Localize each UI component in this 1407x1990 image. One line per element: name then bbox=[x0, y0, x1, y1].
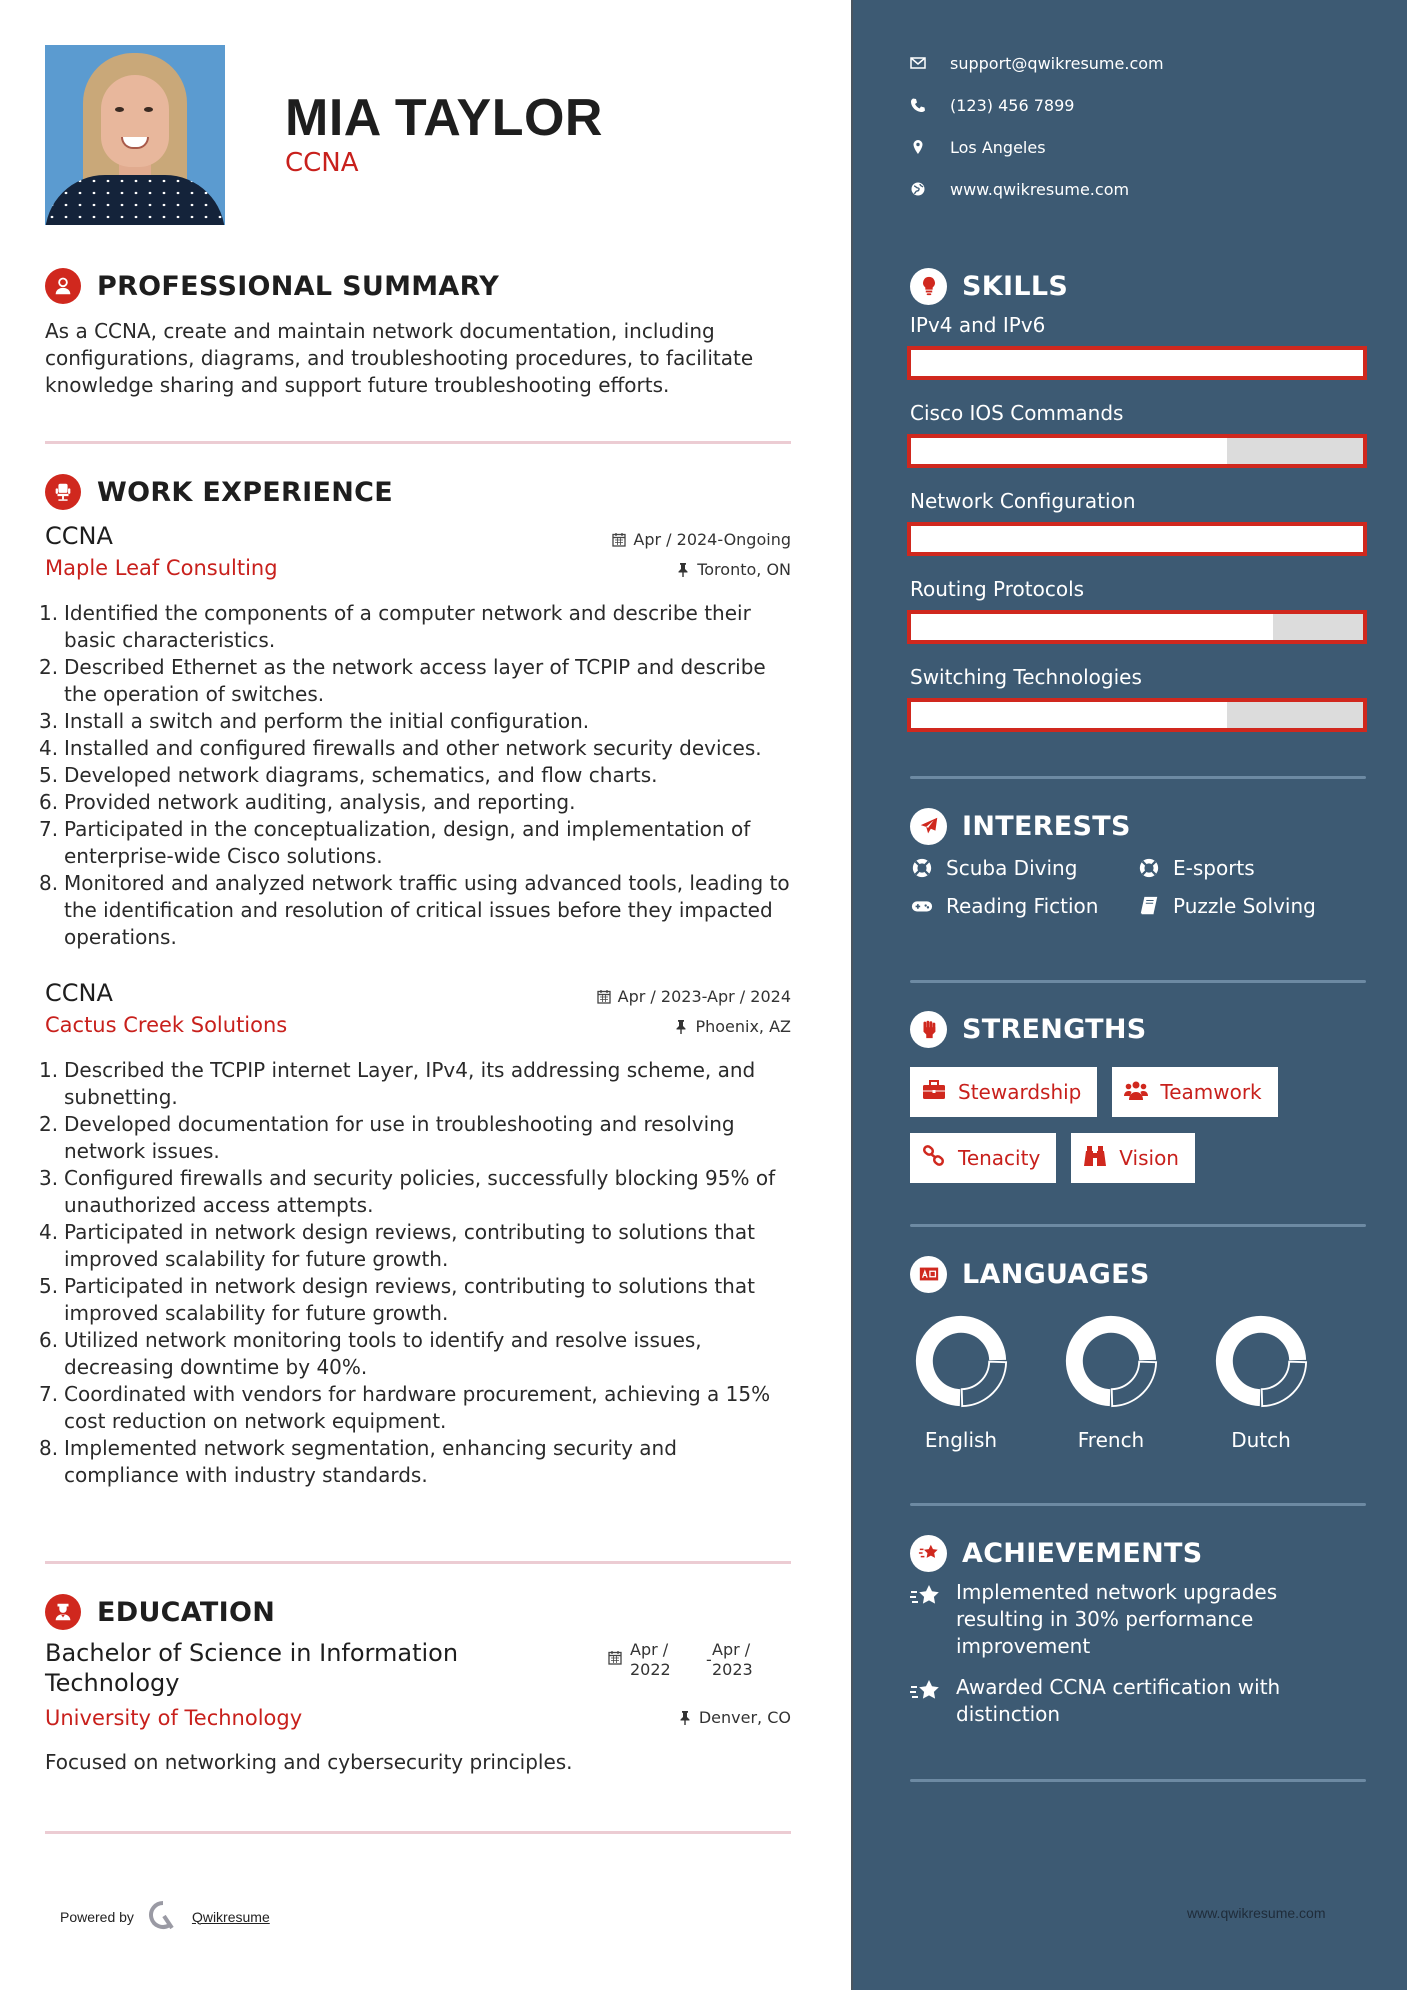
language-donut bbox=[914, 1314, 1008, 1408]
achievement-item bbox=[910, 1579, 1366, 1660]
interest-label: Puzzle Solving bbox=[1173, 894, 1316, 918]
achievement-text: Awarded CCNA certification with distinction bbox=[956, 1675, 1281, 1726]
list-item: 5. Developed network diagrams, schematics, and flow charts. bbox=[39, 763, 658, 787]
pin-icon bbox=[678, 1710, 692, 1725]
binoculars-icon bbox=[1083, 1145, 1107, 1172]
skill-bar bbox=[907, 522, 1367, 556]
contact-location bbox=[910, 126, 1164, 168]
language-item bbox=[1064, 1314, 1158, 1452]
calendar-icon bbox=[597, 989, 611, 1004]
location-text: Los Angeles bbox=[950, 137, 1046, 157]
pin-icon bbox=[674, 1019, 688, 1034]
job-bullets bbox=[39, 1057, 791, 1489]
lightbulb-icon bbox=[910, 268, 947, 305]
interests-heading: INTERESTS bbox=[962, 810, 1131, 842]
map-marker-icon bbox=[910, 139, 950, 155]
candidate-title: CCNA bbox=[285, 148, 359, 178]
strengths-section bbox=[910, 1009, 1366, 1183]
language-donut bbox=[1064, 1314, 1158, 1408]
achievements-heading: ACHIEVEMENTS bbox=[962, 1537, 1203, 1569]
chair-icon bbox=[45, 474, 81, 510]
edu-location-text: Denver, CO bbox=[698, 1708, 791, 1727]
list-item: 2. Developed documentation for use in troubleshooting and resolving network issues. bbox=[39, 1112, 735, 1163]
job-role: CCNA bbox=[45, 979, 113, 1007]
job-entry bbox=[39, 522, 791, 951]
calendar-icon bbox=[608, 1650, 622, 1665]
edu-school: University of Technology bbox=[45, 1706, 303, 1730]
interest-label: Scuba Diving bbox=[946, 856, 1078, 880]
contact-website bbox=[910, 168, 1164, 210]
language-item bbox=[914, 1314, 1008, 1452]
interests-list bbox=[910, 856, 1366, 918]
list-item: 6. Utilized network monitoring tools to identify and resolve issues, decreasing downtime by 40%. bbox=[39, 1328, 702, 1379]
contact-email bbox=[910, 42, 1164, 84]
job-dates bbox=[597, 987, 791, 1006]
job-company: Maple Leaf Consulting bbox=[45, 556, 278, 580]
powered-by-label: Powered by bbox=[60, 1908, 134, 1925]
phone-icon bbox=[910, 97, 950, 113]
list-item: 8. Implemented network segmentation, enhancing security and compliance with industry standards. bbox=[39, 1436, 677, 1487]
achievement-item bbox=[910, 1674, 1366, 1728]
summary-section bbox=[45, 266, 791, 399]
sidebar bbox=[851, 0, 1407, 1990]
edu-location bbox=[678, 1708, 791, 1727]
list-item: 3. Configured firewalls and security policies, successfully blocking 95% of unauthorized access attempts. bbox=[39, 1166, 776, 1217]
strength-badge bbox=[910, 1067, 1097, 1117]
section-divider bbox=[910, 776, 1366, 779]
job-entry bbox=[39, 979, 791, 1489]
interests-section bbox=[910, 806, 1366, 918]
phone-text: (123) 456 7899 bbox=[950, 95, 1075, 115]
briefcase-icon bbox=[922, 1079, 946, 1106]
job-role: CCNA bbox=[45, 522, 113, 550]
list-item: 1. Identified the components of a computer network and describe their basic characteristics. bbox=[39, 601, 751, 652]
list-item: 1. Described the TCPIP internet Layer, IPv4, its addressing scheme, and subnetting. bbox=[39, 1058, 756, 1109]
job-location-text: Phoenix, AZ bbox=[695, 1017, 791, 1036]
skill-item bbox=[910, 574, 1366, 644]
skill-bar bbox=[907, 698, 1367, 732]
strength-badge bbox=[1112, 1067, 1277, 1117]
language-name: French bbox=[1077, 1428, 1145, 1452]
qwikresume-logo-icon bbox=[148, 1900, 178, 1933]
strength-label: Tenacity bbox=[958, 1146, 1041, 1170]
graduate-icon bbox=[45, 1594, 81, 1630]
edu-dates bbox=[608, 1640, 756, 1680]
summary-text: As a CCNA, create and maintain network documentation, including configurations, diagrams, and troubleshooting procedures, to facilitate knowledge sharing and support future troubleshooting efforts. bbox=[45, 319, 754, 397]
interest-item bbox=[1137, 894, 1357, 918]
paper-plane-icon bbox=[910, 808, 947, 845]
section-divider bbox=[45, 1831, 791, 1834]
shooting-star-icon bbox=[910, 1579, 956, 1616]
user-icon bbox=[45, 268, 81, 304]
edu-degree: Bachelor of Science in Information Technology bbox=[45, 1639, 459, 1697]
skills-list bbox=[910, 310, 1366, 732]
section-divider bbox=[910, 1224, 1366, 1227]
calendar-icon bbox=[612, 532, 626, 547]
list-item: 2. Described Ethernet as the network access layer of TCPIP and describe the operation of switches. bbox=[39, 655, 766, 706]
strength-label: Stewardship bbox=[958, 1080, 1082, 1104]
life-ring-icon bbox=[1137, 857, 1173, 879]
footer-website[interactable]: www.qwikresume.com bbox=[1187, 1905, 1326, 1921]
job-dates bbox=[612, 530, 791, 549]
skill-name: Network Configuration bbox=[910, 489, 1136, 513]
job-dates-text: Apr / 2024-Ongoing bbox=[633, 530, 791, 549]
globe-icon bbox=[910, 181, 950, 197]
list-item: 7. Participated in the conceptualization, design, and implementation of enterprise-wide Cisco solutions. bbox=[39, 817, 751, 868]
interest-label: E-sports bbox=[1173, 856, 1255, 880]
skill-name: Routing Protocols bbox=[910, 577, 1085, 601]
list-item: 6. Provided network auditing, analysis, and reporting. bbox=[39, 790, 576, 814]
section-divider bbox=[910, 1503, 1366, 1506]
job-company: Cactus Creek Solutions bbox=[45, 1013, 288, 1037]
interest-item bbox=[1137, 856, 1357, 880]
languages-list bbox=[914, 1314, 1366, 1452]
website-link[interactable]: www.qwikresume.com bbox=[950, 179, 1130, 199]
skill-item bbox=[910, 398, 1366, 468]
languages-heading: LANGUAGES bbox=[962, 1258, 1150, 1290]
gamepad-icon bbox=[910, 895, 946, 917]
job-dates-text: Apr / 2023-Apr / 2024 bbox=[617, 987, 791, 1006]
edu-description: Focused on networking and cybersecurity principles. bbox=[45, 1750, 573, 1774]
strengths-heading: STRENGTHS bbox=[962, 1013, 1147, 1045]
shooting-star-icon bbox=[910, 1535, 947, 1572]
skill-bar bbox=[907, 610, 1367, 644]
email-link[interactable]: support@qwikresume.com bbox=[950, 53, 1164, 73]
link-icon bbox=[922, 1145, 946, 1172]
list-item: 8. Monitored and analyzed network traffic using advanced tools, leading to the identification and resolution of critical issues before they impacted operations. bbox=[39, 871, 790, 949]
experience-heading: WORK EXPERIENCE bbox=[97, 476, 393, 508]
candidate-name: MIA TAYLOR bbox=[285, 89, 603, 147]
skill-name: IPv4 and IPv6 bbox=[910, 313, 1046, 337]
strengths-list bbox=[910, 1067, 1366, 1183]
edu-start: Apr / 2022 bbox=[630, 1640, 671, 1679]
contact-list bbox=[910, 42, 1164, 210]
job-location-text: Toronto, ON bbox=[697, 560, 791, 579]
book-icon bbox=[1137, 895, 1173, 917]
qwikresume-link[interactable]: Qwikresume bbox=[191, 1908, 270, 1925]
languages-section bbox=[910, 1254, 1366, 1452]
interest-label: Reading Fiction bbox=[946, 894, 1099, 918]
interest-item bbox=[910, 856, 1137, 880]
skills-section bbox=[910, 266, 1366, 732]
language-name: Dutch bbox=[1231, 1428, 1291, 1452]
pin-icon bbox=[676, 562, 690, 577]
achievement-text: Implemented network upgrades resulting in 30% performance improvement bbox=[956, 1580, 1278, 1658]
skills-heading: SKILLS bbox=[962, 270, 1069, 302]
strength-badge bbox=[910, 1133, 1056, 1183]
interest-item bbox=[910, 894, 1137, 918]
contact-phone bbox=[910, 84, 1164, 126]
list-item: 4. Installed and configured firewalls and other network security devices. bbox=[39, 736, 762, 760]
skill-item bbox=[910, 662, 1366, 732]
strength-label: Vision bbox=[1119, 1146, 1179, 1170]
skill-item bbox=[910, 486, 1366, 556]
life-ring-icon bbox=[910, 857, 946, 879]
education-section bbox=[45, 1592, 791, 1774]
language-name: English bbox=[924, 1428, 998, 1452]
list-item: 4. Participated in network design reviews, contributing to solutions that improved scalability for future growth. bbox=[39, 1220, 755, 1271]
skill-bar bbox=[907, 346, 1367, 380]
skill-bar bbox=[907, 434, 1367, 468]
shooting-star-icon bbox=[910, 1674, 956, 1711]
skill-name: Cisco IOS Commands bbox=[910, 401, 1124, 425]
envelope-icon bbox=[910, 55, 950, 71]
list-item: 5. Participated in network design reviews, contributing to solutions that improved scalability for future growth. bbox=[39, 1274, 755, 1325]
skill-item bbox=[910, 310, 1366, 380]
fist-icon bbox=[910, 1011, 947, 1048]
job-bullets bbox=[39, 600, 791, 951]
job-location bbox=[674, 1017, 791, 1036]
powered-by bbox=[60, 1900, 270, 1933]
section-divider bbox=[910, 980, 1366, 983]
summary-heading: PROFESSIONAL SUMMARY bbox=[97, 270, 500, 302]
list-item: 7. Coordinated with vendors for hardware procurement, achieving a 15% cost reduction on network equipment. bbox=[39, 1382, 771, 1433]
profile-photo bbox=[45, 45, 225, 225]
achievements-list bbox=[910, 1579, 1366, 1728]
strength-label: Teamwork bbox=[1160, 1080, 1262, 1104]
strength-badge bbox=[1071, 1133, 1195, 1183]
experience-section bbox=[39, 472, 791, 1489]
translate-icon bbox=[910, 1256, 947, 1293]
users-icon bbox=[1124, 1079, 1148, 1106]
section-divider bbox=[910, 1779, 1366, 1782]
skill-name: Switching Technologies bbox=[910, 665, 1142, 689]
section-divider bbox=[45, 1561, 791, 1564]
list-item: 3. Install a switch and perform the initial configuration. bbox=[39, 709, 590, 733]
language-donut bbox=[1214, 1314, 1308, 1408]
language-item bbox=[1214, 1314, 1308, 1452]
section-divider bbox=[45, 441, 791, 444]
edu-end: - Apr / 2023 bbox=[712, 1640, 756, 1680]
education-heading: EDUCATION bbox=[97, 1596, 276, 1628]
job-location bbox=[676, 560, 791, 579]
achievements-section bbox=[910, 1533, 1366, 1728]
